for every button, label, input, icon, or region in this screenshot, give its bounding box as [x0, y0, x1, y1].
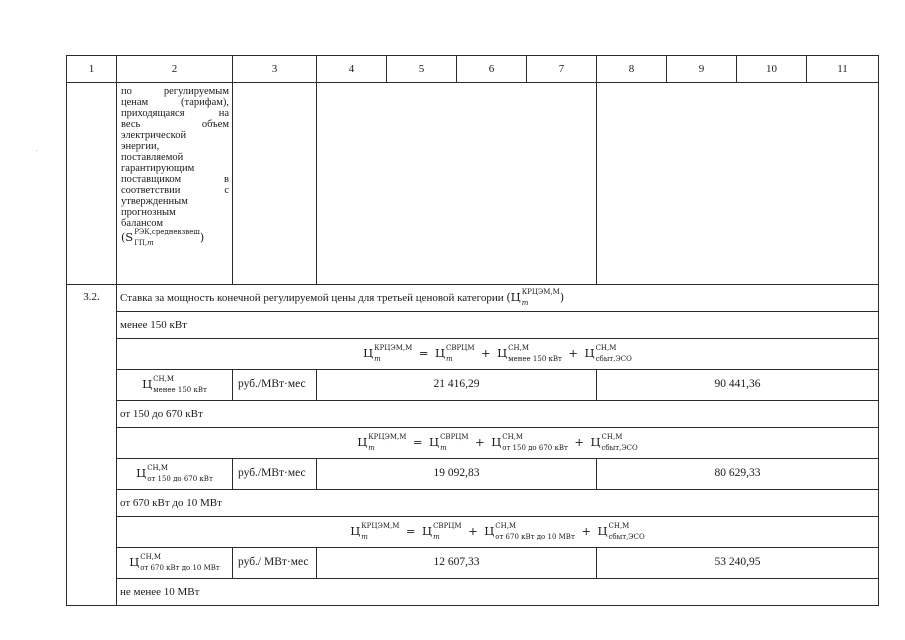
balance-symbol [121, 230, 229, 246]
section-title-row [67, 285, 879, 312]
formula-term2-sup: СН,М [495, 522, 517, 530]
formula-row [67, 428, 879, 459]
col-header-9: 9 [667, 56, 737, 83]
formula-term2-scripts [508, 346, 562, 362]
paren-close: ) [199, 231, 205, 244]
description-line: утвержденным [121, 196, 188, 207]
col-header-6: 6 [457, 56, 527, 83]
description-line: поставляемой [121, 152, 184, 163]
group-label-row [67, 579, 879, 606]
formula-term1-base: Ц [434, 346, 445, 360]
symbol-base: S [125, 230, 134, 244]
unit-cell: руб./МВт·мес [233, 459, 317, 490]
formula-lhs-base: Ц [363, 346, 374, 360]
rate-symbol-sup: СН,М [140, 553, 162, 561]
formula-term1-sup: СВРЦМ [440, 433, 469, 441]
formula-term2-sub: менее 150 кВт [508, 355, 562, 363]
symbol-scripts [522, 290, 560, 306]
formula-term3-scripts [609, 524, 645, 540]
formula-expression [357, 433, 638, 452]
continuation-description [117, 83, 233, 285]
paren-open: ( [121, 231, 126, 244]
rate-symbol [117, 548, 233, 579]
formula-row [67, 517, 879, 548]
col-header-10: 10 [737, 56, 807, 83]
section-number: 3.2. [67, 285, 117, 606]
continuation-values-a [317, 83, 597, 285]
continuation-values-b [597, 83, 879, 285]
formula-lhs-sup: КРЦЭМ,М [361, 522, 400, 530]
formula-term3-sup: СН,М [608, 522, 630, 530]
rate-symbol-sub: от 670 кВт до 10 МВт [140, 564, 220, 572]
formula-term2-sub: от 670 кВт до 10 МВт [495, 533, 575, 541]
group-label-row [67, 401, 879, 428]
formula-term1-scripts [433, 524, 461, 540]
equals-sign: = [412, 435, 423, 449]
formula-term1-sub: m [440, 444, 447, 452]
formula-term3-base: Ц [597, 524, 608, 538]
rate-symbol-sup: СН,М [153, 375, 174, 383]
formula-term3-base: Ц [584, 346, 595, 360]
formula-term2-base: Ц [497, 346, 508, 360]
rate-symbol-base: Ц [142, 377, 153, 391]
value-b: 80 629,33 [597, 459, 879, 490]
equals-sign: = [405, 524, 416, 538]
rate-symbol-sup: СН,М [147, 464, 169, 472]
paren-open: ( [506, 291, 511, 304]
plus-sign: + [468, 524, 478, 538]
rate-symbol-scripts [147, 466, 213, 482]
continuation-number-cell [67, 83, 117, 285]
formula-lhs-sub: m [368, 444, 375, 452]
group-label: от 670 кВт до 10 МВт [117, 490, 879, 517]
rate-symbol-scripts [140, 555, 220, 571]
group-label: от 150 до 670 кВт [117, 401, 879, 428]
formula-term3-sup: СН,М [595, 344, 617, 352]
section-title [117, 285, 879, 312]
formula-lhs-base: Ц [350, 524, 361, 538]
formula-term2-sup: СН,М [502, 433, 524, 441]
description-line: гарантирующим [121, 163, 195, 174]
description-line: ценам (тарифам), [121, 97, 229, 108]
symbol-superscript: КРЦЭМ,М [521, 288, 560, 296]
column-number-row [67, 56, 879, 83]
symbol-subscript: m [521, 299, 529, 307]
description-line: энергии, [121, 141, 160, 152]
col-header-1: 1 [67, 56, 117, 83]
rate-symbol [117, 370, 233, 401]
rate-symbol-base: Ц [136, 466, 147, 480]
formula-term3-sub: сбыт,ЭСО [595, 355, 632, 363]
col-header-3: 3 [233, 56, 317, 83]
description-line: балансом [121, 218, 163, 229]
description-line: прогнозным [121, 207, 176, 218]
description-line: электрической [121, 130, 187, 141]
formula-term3-sub: сбыт,ЭСО [601, 444, 638, 452]
rate-symbol-base: Ц [129, 555, 140, 569]
formula-term1-scripts [446, 346, 474, 362]
formula-term1-sub: m [433, 533, 440, 541]
col-header-11: 11 [807, 56, 879, 83]
continuation-unit-cell [233, 83, 317, 285]
formula-lhs-sup: КРЦЭМ,М [368, 433, 407, 441]
formula-term1-scripts [440, 435, 468, 451]
value-b: 53 240,95 [597, 548, 879, 579]
plus-sign: + [568, 346, 579, 360]
group-label-row [67, 312, 879, 339]
scan-speck [36, 150, 37, 151]
formula-lhs-sub: m [361, 533, 368, 541]
formula-expression [350, 522, 645, 541]
rate-symbol [117, 459, 233, 490]
formula [117, 428, 879, 459]
plus-sign: + [475, 435, 485, 449]
description-line: по регулируемым [121, 86, 229, 97]
formula-term3-scripts [596, 346, 632, 362]
unit-cell: руб./ МВт·мес [233, 548, 317, 579]
rate-symbol-scripts [153, 377, 207, 393]
section-title-symbol [506, 288, 565, 307]
formula-term3-base: Ц [590, 435, 601, 449]
value-row [67, 459, 879, 490]
col-header-8: 8 [597, 56, 667, 83]
formula-term2-sub: от 150 до 670 кВт [502, 444, 568, 452]
description-line: приходящаяся на [121, 108, 229, 119]
col-header-7: 7 [527, 56, 597, 83]
plus-sign: + [581, 524, 591, 538]
continuation-row [67, 83, 879, 285]
formula-lhs-sub: m [374, 355, 381, 363]
description-line: весь объем [121, 119, 229, 130]
formula-term1-sub: m [446, 355, 453, 363]
formula-row [67, 339, 879, 370]
formula-lhs-scripts [361, 524, 399, 540]
symbol-subscript-index: m [147, 239, 154, 247]
formula-term2-sup: СН,М [508, 344, 530, 352]
symbol-superscript: РЭК,средневзвеш [134, 228, 200, 236]
col-header-5: 5 [387, 56, 457, 83]
formula-term2-base: Ц [484, 524, 495, 538]
plus-sign: + [574, 435, 584, 449]
formula-term2-scripts [495, 524, 575, 540]
formula-lhs-scripts [368, 435, 406, 451]
formula-term1-base: Ц [422, 524, 433, 538]
equals-sign: = [418, 346, 429, 360]
section-title-text: Ставка за мощность конечной регулируемой цены для третьей ценовой категории [120, 292, 504, 304]
tariff-table [66, 55, 879, 606]
group-label: менее 150 кВт [117, 312, 879, 339]
formula [117, 517, 879, 548]
formula-term1-base: Ц [429, 435, 440, 449]
col-header-4: 4 [317, 56, 387, 83]
formula [117, 339, 879, 370]
value-row [67, 548, 879, 579]
group-label: не менее 10 МВт [117, 579, 879, 606]
group-label-row [67, 490, 879, 517]
symbol-subscript [134, 239, 200, 247]
formula-term1-sup: СВРЦМ [446, 344, 475, 352]
symbol-subscript-text: ГП, [134, 239, 148, 247]
formula-lhs-sup: КРЦЭМ,М [374, 344, 413, 352]
col-header-2: 2 [117, 56, 233, 83]
plus-sign: + [480, 346, 491, 360]
value-a: 19 092,83 [317, 459, 597, 490]
rate-symbol-sub: менее 150 кВт [153, 386, 207, 394]
rate-symbol-sub: от 150 до 670 кВт [147, 475, 213, 483]
value-row [67, 370, 879, 401]
formula-expression [363, 344, 632, 363]
value-a: 12 607,33 [317, 548, 597, 579]
unit-cell: руб./МВт·мес [233, 370, 317, 401]
paren-close: ) [559, 291, 565, 304]
formula-term3-scripts [602, 435, 638, 451]
symbol-scripts [134, 230, 200, 246]
description-line: поставщиком в [121, 174, 229, 185]
description-line: соответствии с [121, 185, 229, 196]
formula-term2-scripts [502, 435, 568, 451]
formula-term2-base: Ц [491, 435, 502, 449]
formula-term3-sup: СН,М [601, 433, 623, 441]
value-a: 21 416,29 [317, 370, 597, 401]
formula-term3-sub: сбыт,ЭСО [608, 533, 645, 541]
formula-lhs-base: Ц [357, 435, 368, 449]
formula-lhs-scripts [374, 346, 412, 362]
formula-term1-sup: СВРЦМ [433, 522, 462, 530]
symbol-base: Ц [510, 290, 521, 304]
value-b: 90 441,36 [597, 370, 879, 401]
